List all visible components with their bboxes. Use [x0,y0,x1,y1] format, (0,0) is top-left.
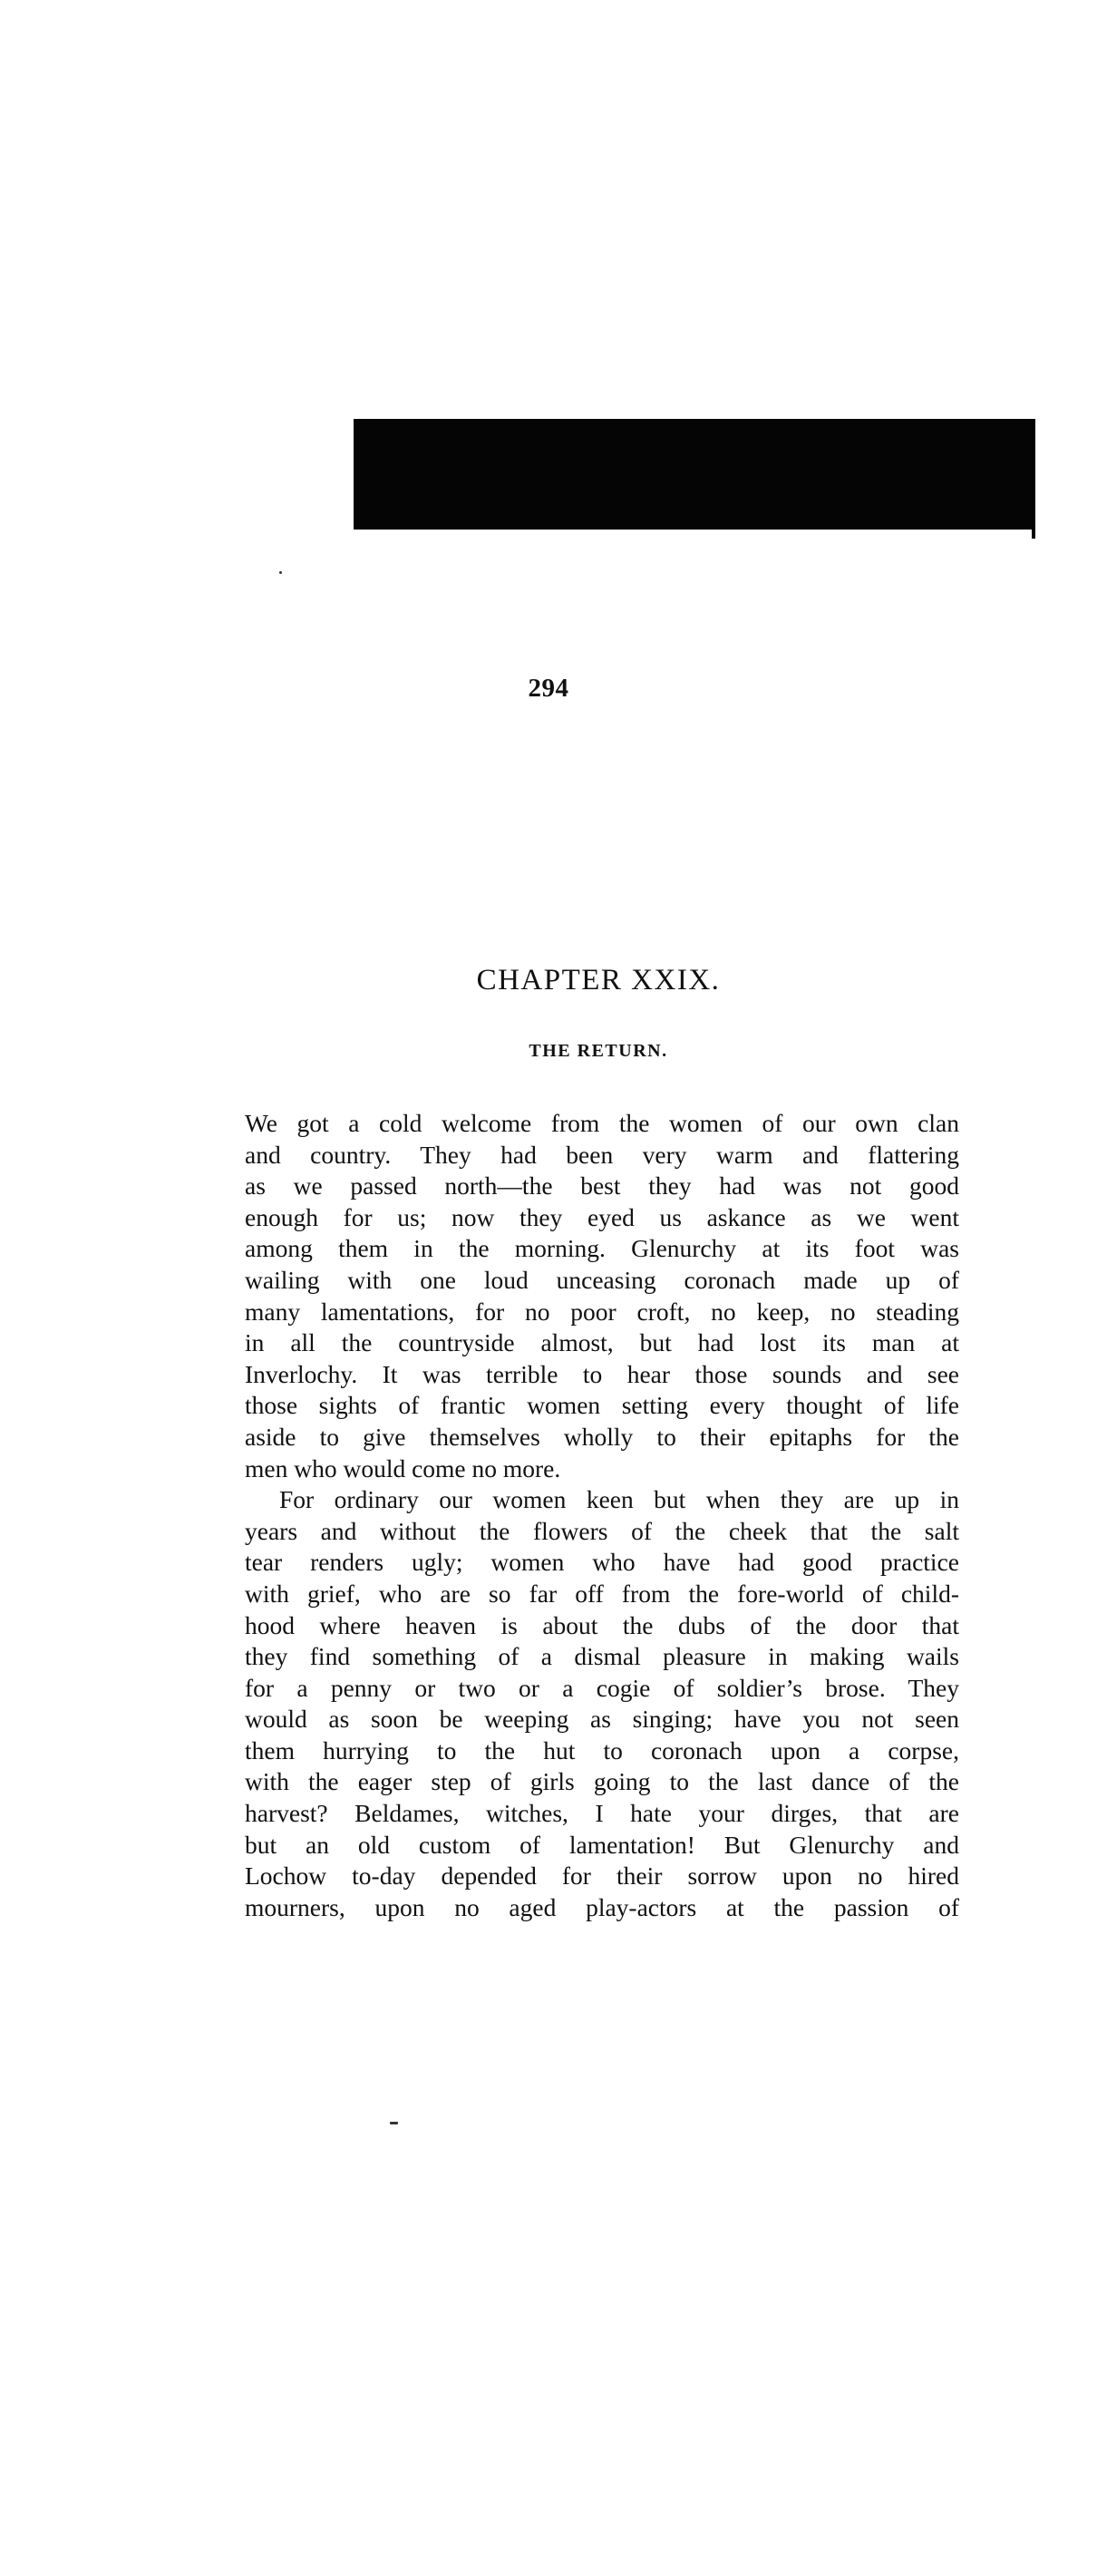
text-line: harvest? Beldames, witches, I hate your dirges, that are [245,1799,959,1828]
text-line: Lochow to-day depended for their sorrow upon no hired [245,1862,959,1891]
text-line: mourners, upon no aged play-actors at the passion of [245,1892,959,1921]
text-line: years and without the flowers of the cheek that the salt [245,1516,959,1545]
text-line: aside to give themselves wholly to their epitaphs for the [245,1422,959,1451]
text-line: for a penny or two or a cogie of soldier’s brose. They [245,1673,959,1702]
text-line: wailing with one loud unceasing coronach made up of [245,1265,959,1294]
page-speck [279,571,282,574]
text-line: men who would come no more. [245,1453,561,1482]
text-line: hood where heaven is about the dubs of the door that [245,1610,959,1639]
text-line: Inverlochy. It was terrible to hear those sounds and see [245,1359,959,1388]
text-line: as we passed north—the best they had was not good [245,1171,959,1201]
chapter-subtitle: THE RETURN. [529,1041,668,1061]
body-text [245,1108,959,1923]
text-line: We got a cold welcome from the women of our own clan [245,1109,959,1137]
text-line: with grief, who are so far off from the fore-world of child- [245,1579,959,1608]
redaction-bar [354,419,1035,530]
page-speck [390,2122,398,2124]
text-line: many lamentations, for no poor croft, no keep, no steading [245,1297,959,1326]
page-number: 294 [528,674,569,703]
text-line: they find something of a dismal pleasure in making wails [245,1642,959,1671]
chapter-title: CHAPTER XXIX. [476,964,721,996]
text-line: but an old custom of lamentation! But Glenurchy and [245,1830,959,1859]
text-line: and country. They had been very warm and flattering [245,1140,959,1169]
text-line: those sights of frantic women setting every thought of life [245,1391,959,1420]
text-line: in all the countryside almost, but had lost its man at [245,1328,959,1357]
text-line: would as soon be weeping as singing; have you not seen [245,1705,959,1734]
text-line: among them in the morning. Glenurchy at its foot was [245,1234,959,1263]
redaction-bar-tail [1032,524,1035,539]
text-line: enough for us; now they eyed us askance as we went [245,1202,959,1231]
text-line: For ordinary our women keen but when they are up in [279,1485,959,1514]
text-line: them hurrying to the hut to coronach upon a corpse, [245,1735,959,1764]
text-line: tear renders ugly; women who have had good practice [245,1548,959,1577]
text-line: with the eager step of girls going to the last dance of the [245,1767,959,1796]
